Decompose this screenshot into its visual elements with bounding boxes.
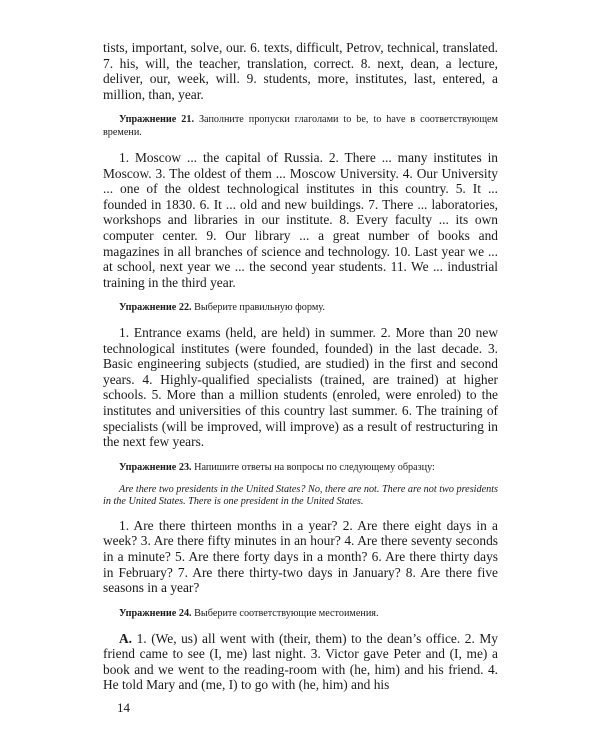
exercise-22-body: 1. Entrance exams (held, are held) in summer. 2. More than 20 new technological institutes (were founded, founded) in the last decade. 3. Basic engineering subjects (studied, are studied) in the first and second years. 4. Highly-qualified specialists (trained, are trained) at higher schools. 5. More than a million students (enroled, were enroled) to the institutes and universities of this country last summer. 6. The training of specialists (will be improved, will improve) as a result of restructuring in the next few years. <box>103 325 498 450</box>
exercise-24-title: Упражнение 24. <box>119 607 192 619</box>
exercise-23-body: 1. Are there thirteen months in a year? 2. Are there eight days in a week? 3. Are there fifty minutes in an hour? 4. Are there seventy seconds in a minute? 5. Are there forty days in a month? 6. Are there thirty days in February? 7. Are there thirty-two days in January? 8. Are there five seasons in a year? <box>103 517 498 596</box>
exercise-22-instruction: Выберите правильную форму. <box>194 302 325 314</box>
exercise-23-title: Упражнение 23. <box>119 461 192 473</box>
page-number: 14 <box>117 700 130 715</box>
exercise-22-heading <box>103 302 498 315</box>
exercise-21-body: 1. Moscow ... the capital of Russia. 2. There ... many institutes in Moscow. 3. The oldest of them ... Moscow University. 4. Our University ... one of the oldest technological institutes in this country. 5. It ... founded in 1830. 6. It ... old and new buildings. 7. There ... laboratories, workshops and libraries in our institute. 8. Every faculty ... its own computer center. 9. Our library ... a great number of books and magazines in all branches of science and technology. 10. Last year we ... at school, next year we ... the second year students. 11. We ... industrial training in the third year. <box>103 149 498 290</box>
page-content <box>103 40 498 693</box>
exercise-23-instruction: Напишите ответы на вопросы по следующему образцу: <box>194 461 435 473</box>
exercise-23-example: Are there two presidents in the United States? No, there are not. There are not two presidents in the United States. There is one president in the United States. <box>103 483 498 508</box>
exercise-21-instruction: Заполните пропуски глаголами to be, to have в соответствующем времени. <box>103 114 499 139</box>
exercise-24-part-label: A. <box>119 630 133 646</box>
exercise-22-title: Упражнение 22. <box>119 302 192 314</box>
exercise-24-heading <box>103 608 498 621</box>
exercise-24-instruction: Выберите соответствующие местоимения. <box>194 607 379 619</box>
exercise-24-text: 1. (We, us) all went with (their, them) to the dean’s office. 2. My friend came to see (I, me) last night. 3. Victor gave Peter and (I, me) a book and we went to the reading-room with (he, him) and his friend. 4. He told Mary and (me, I) to go with (he, him) and his <box>103 630 498 693</box>
paragraph-continued: tists, important, solve, our. 6. texts, difficult, Petrov, technical, translated. 7. his, will, the teacher, translation, correct. 8. next, dean, a lecture, deliver, our, week, will. 9. students, more, institutes, last, entered, a million, than, year. <box>103 40 498 102</box>
exercise-21-title: Упражнение 21. <box>119 114 194 126</box>
exercise-21-heading <box>103 114 498 140</box>
exercise-23-heading <box>103 462 498 475</box>
exercise-24-body <box>103 631 498 693</box>
